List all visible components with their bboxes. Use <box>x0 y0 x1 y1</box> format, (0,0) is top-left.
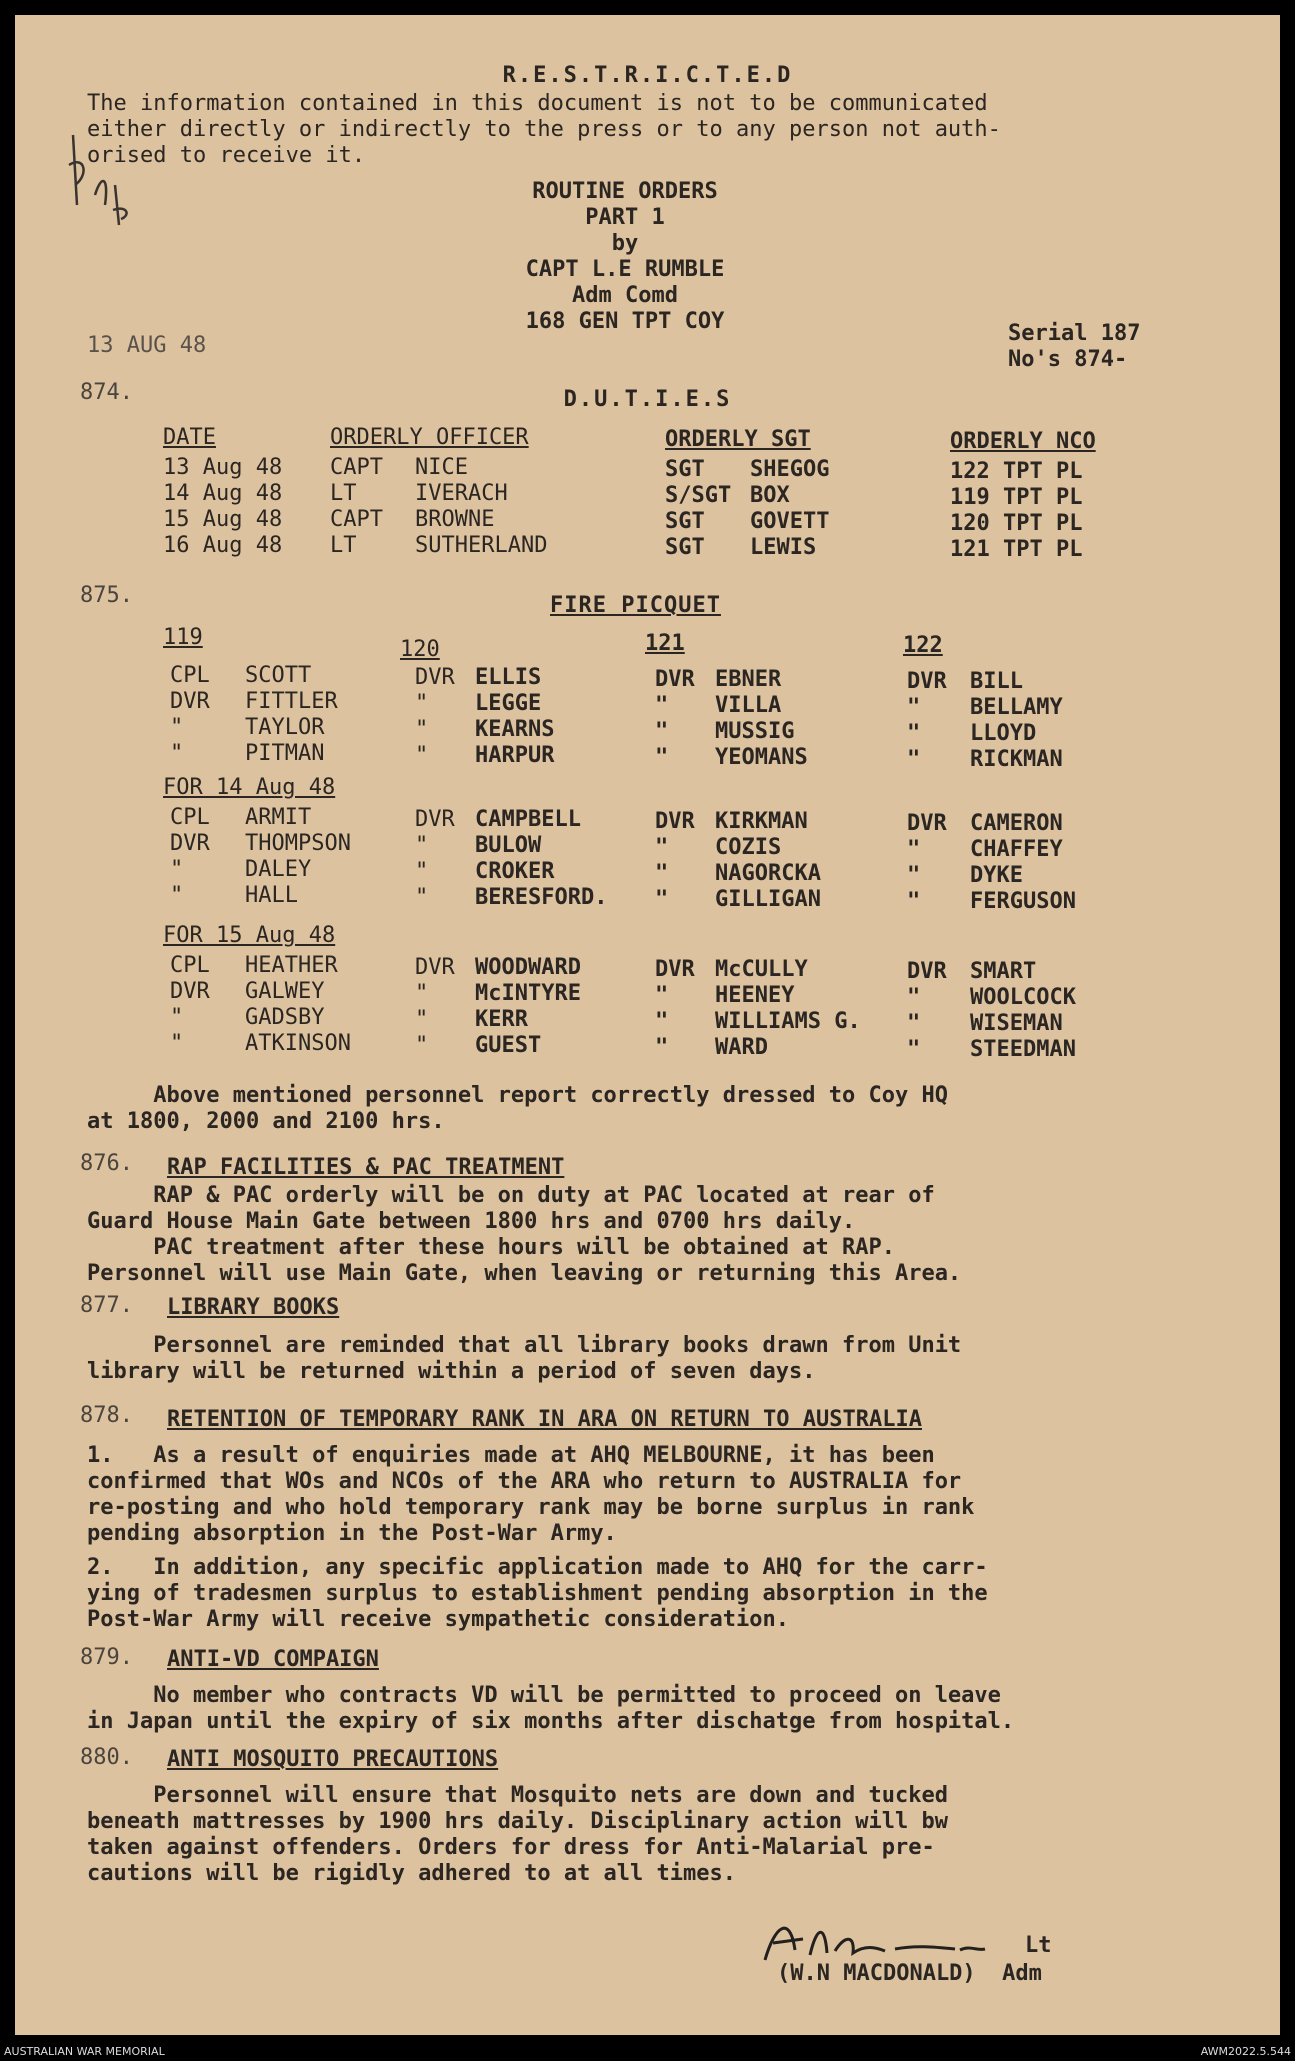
picquet-rank: " <box>415 717 429 742</box>
officer-name: BROWNE <box>415 507 495 532</box>
picquet-member: RICKMAN <box>970 747 1063 772</box>
picquet-rank: CPL <box>170 663 210 688</box>
picquet-rank: " <box>655 861 669 886</box>
picquet-member: KERR <box>475 1007 528 1032</box>
order-number-880: 880. <box>80 1745 133 1770</box>
picquet-member: CROKER <box>475 859 555 884</box>
order-876-heading: RAP FACILITIES & PAC TREATMENT <box>167 1155 565 1180</box>
picquet-member: BELLAMY <box>970 695 1063 720</box>
order-880-body: Personnel will ensure that Mosquito nets are down and tucked beneath mattresses by 1900 hrs daily. Disciplinary action will bw taken against offenders. Orders for dress for Anti-Malarial pre- cautions will be rigidly adhered to at all times. <box>87 1783 948 1886</box>
picquet-rank: " <box>170 883 184 908</box>
platoon-120: 120 <box>400 637 440 662</box>
picquet-member: KIRKMAN <box>715 809 808 834</box>
duties-col-officer: ORDERLY OFFICER <box>330 425 529 450</box>
duty-date: 13 Aug 48 <box>163 455 283 480</box>
order-date: 13 AUG 48 <box>87 333 207 358</box>
picquet-member: LEGGE <box>475 691 542 716</box>
duties-col-nco: ORDERLY NCO <box>950 429 1096 454</box>
nco-platoon: 121 TPT PL <box>950 537 1083 562</box>
picquet-member: STEEDMAN <box>970 1037 1076 1062</box>
order-880-heading: ANTI MOSQUITO PRECAUTIONS <box>167 1747 499 1772</box>
picquet-member: HEATHER <box>245 953 338 978</box>
nco-platoon: 122 TPT PL <box>950 459 1083 484</box>
picquet-member: FERGUSON <box>970 889 1076 914</box>
sgt-rank: S/SGT <box>665 483 732 508</box>
picquet-member: SCOTT <box>245 663 312 688</box>
order-number-876: 876. <box>80 1151 133 1176</box>
picquet-member: GALWEY <box>245 979 325 1004</box>
picquet-member: EBNER <box>715 667 782 692</box>
duty-date: 14 Aug 48 <box>163 481 283 506</box>
footer-accession: AWM2022.5.544 <box>1200 2045 1291 2058</box>
picquet-member: WOODWARD <box>475 955 581 980</box>
picquet-rank: " <box>170 741 184 766</box>
picquet-member: WILLIAMS G. <box>715 1009 861 1034</box>
picquet-rank: " <box>655 1035 669 1060</box>
nco-platoon: 120 TPT PL <box>950 511 1083 536</box>
sgt-rank: SGT <box>665 535 705 560</box>
picquet-rank: " <box>655 983 669 1008</box>
order-number-879: 879. <box>80 1645 133 1670</box>
picquet-rank: " <box>415 859 429 884</box>
duty-date: 15 Aug 48 <box>163 507 283 532</box>
serial-number: Serial 187 <box>1008 321 1141 346</box>
duty-date: 16 Aug 48 <box>163 533 283 558</box>
picquet-member: McINTYRE <box>475 981 581 1006</box>
picquet-member: SMART <box>970 959 1037 984</box>
officer-name: NICE <box>415 455 468 480</box>
picquet-rank: DVR <box>170 979 210 1004</box>
sgt-name: SHEGOG <box>750 457 830 482</box>
sgt-name: GOVETT <box>750 509 830 534</box>
picquet-rank: " <box>907 837 921 862</box>
order-number-875: 875. <box>80 583 133 608</box>
picquet-member: TAYLOR <box>245 715 325 740</box>
order-number-877: 877. <box>80 1293 133 1318</box>
fire-picquet-heading: FIRE PICQUET <box>550 593 721 618</box>
picquet-member: HARPUR <box>475 743 555 768</box>
order-878-para-1: 1. As a result of enquiries made at AHQ MELBOURNE, it has been confirmed that WOs and NCOs of the ARA who return to AUSTRALIA for re-posting and who hold temporary rank may be borne surplus in rank pending absorption in the Post-War Army. <box>87 1443 975 1546</box>
picquet-member: CAMERON <box>970 811 1063 836</box>
picquet-rank: " <box>170 857 184 882</box>
order-879-heading: ANTI-VD COMPAIGN <box>167 1647 379 1672</box>
picquet-rank: DVR <box>415 955 455 980</box>
duties-col-date: DATE <box>163 425 216 450</box>
officer-name: IVERACH <box>415 481 508 506</box>
picquet-member: NAGORCKA <box>715 861 821 886</box>
order-numbers: No's 874- <box>1008 347 1128 372</box>
picquet-rank: " <box>907 985 921 1010</box>
picquet-member: FITTLER <box>245 689 338 714</box>
picquet-member: WOOLCOCK <box>970 985 1076 1010</box>
picquet-member: THOMPSON <box>245 831 351 856</box>
officer-rank: CAPT <box>330 507 383 532</box>
document-page <box>15 15 1280 2035</box>
archive-footer <box>0 2041 1295 2061</box>
classification-heading: R.E.S.T.R.I.C.T.E.D <box>502 63 793 88</box>
duties-col-sgt: ORDERLY SGT <box>665 427 811 452</box>
duties-heading: D.U.T.I.E.S <box>563 387 732 412</box>
picquet-rank: " <box>655 719 669 744</box>
picquet-member: VILLA <box>715 693 782 718</box>
picquet-rank: " <box>170 715 184 740</box>
picquet-rank: " <box>655 887 669 912</box>
signatory-name: (W.N MACDONALD) Adm <box>777 1961 1042 1986</box>
picquet-rank: CPL <box>170 953 210 978</box>
picquet-rank: " <box>907 747 921 772</box>
picquet-member: BULOW <box>475 833 542 858</box>
picquet-rank: DVR <box>170 689 210 714</box>
picquet-member: WISEMAN <box>970 1011 1063 1036</box>
nco-platoon: 119 TPT PL <box>950 485 1083 510</box>
picquet-member: PITMAN <box>245 741 325 766</box>
picquet-member: ATKINSON <box>245 1031 351 1056</box>
picquet-rank: DVR <box>907 669 947 694</box>
picquet-member: HALL <box>245 883 298 908</box>
picquet-member: HEENEY <box>715 983 795 1008</box>
restriction-notice: The information contained in this document is not to be communicated either directly or indirectly to the press or to any person not auth- orised to receive it. <box>87 91 1001 168</box>
order-876-body: RAP & PAC orderly will be on duty at PAC located at rear of Guard House Main Gate between 1800 hrs and 0700 hrs daily. PAC treatment after these hours will be obtained at RAP. Personnel will use Main Gate, when leaving or returning this Area. <box>87 1183 962 1286</box>
platoon-121: 121 <box>645 631 685 656</box>
picquet-rank: " <box>415 691 429 716</box>
order-878-para-2: 2. In addition, any specific application made to AHQ for the carr- ying of tradesmen surplus to establishment pending absorption in the Post-War Army will receive sympathetic consideration. <box>87 1555 988 1632</box>
picquet-member: LLOYD <box>970 721 1037 746</box>
sgt-name: BOX <box>750 483 790 508</box>
picquet-rank: " <box>170 1031 184 1056</box>
picquet-rank: DVR <box>415 807 455 832</box>
picquet-member: McCULLY <box>715 957 808 982</box>
picquet-member: BERESFORD. <box>475 885 608 910</box>
picquet-rank: DVR <box>907 811 947 836</box>
picquet-rank: " <box>415 1007 429 1032</box>
order-number-878: 878. <box>80 1403 133 1428</box>
picquet-rank: " <box>415 885 429 910</box>
picquet-member: DYKE <box>970 863 1023 888</box>
picquet-rank: " <box>655 1009 669 1034</box>
platoon-122: 122 <box>903 633 943 658</box>
picquet-member: CAMPBELL <box>475 807 581 832</box>
sgt-rank: SGT <box>665 457 705 482</box>
platoon-119: 119 <box>163 625 203 650</box>
block-3-label: FOR 15 Aug 48 <box>163 923 336 948</box>
picquet-rank: " <box>415 743 429 768</box>
order-878-heading: RETENTION OF TEMPORARY RANK IN ARA ON RETURN TO AUSTRALIA <box>167 1407 922 1432</box>
officer-rank: LT <box>330 481 357 506</box>
order-877-body: Personnel are reminded that all library books drawn from Unit library will be returned within a period of seven days. <box>87 1333 962 1384</box>
picquet-member: KEARNS <box>475 717 555 742</box>
picquet-rank: DVR <box>415 665 455 690</box>
officer-rank: LT <box>330 533 357 558</box>
picquet-member: GILLIGAN <box>715 887 821 912</box>
picquet-rank: " <box>415 1033 429 1058</box>
order-879-body: No member who contracts VD will be permitted to proceed on leave in Japan until the expiry of six months after dischatge from hospital. <box>87 1683 1015 1734</box>
picquet-rank: " <box>907 1037 921 1062</box>
picquet-rank: " <box>415 833 429 858</box>
sgt-name: LEWIS <box>750 535 817 560</box>
picquet-rank: " <box>907 695 921 720</box>
picquet-member: GUEST <box>475 1033 542 1058</box>
handwritten-mark-icon <box>55 115 145 235</box>
picquet-rank: DVR <box>655 667 695 692</box>
picquet-rank: " <box>655 745 669 770</box>
picquet-rank: DVR <box>655 957 695 982</box>
picquet-rank: " <box>907 721 921 746</box>
officer-name: SUTHERLAND <box>415 533 548 558</box>
order-877-heading: LIBRARY BOOKS <box>167 1295 340 1320</box>
picquet-member: DALEY <box>245 857 312 882</box>
picquet-rank: DVR <box>170 831 210 856</box>
picquet-member: ELLIS <box>475 665 542 690</box>
picquet-rank: CPL <box>170 805 210 830</box>
picquet-member: COZIS <box>715 835 782 860</box>
order-number-874: 874. <box>80 380 133 405</box>
picquet-member: ARMIT <box>245 805 312 830</box>
picquet-rank: " <box>907 889 921 914</box>
sgt-rank: SGT <box>665 509 705 534</box>
picquet-rank: " <box>655 693 669 718</box>
picquet-member: GADSBY <box>245 1005 325 1030</box>
officer-rank: CAPT <box>330 455 383 480</box>
picquet-member: BILL <box>970 669 1023 694</box>
picquet-rank: " <box>655 835 669 860</box>
picquet-rank: DVR <box>907 959 947 984</box>
signatory-rank: Lt <box>1025 1933 1052 1958</box>
picquet-rank: " <box>907 1011 921 1036</box>
picquet-member: YEOMANS <box>715 745 808 770</box>
picquet-member: WARD <box>715 1035 768 1060</box>
picquet-member: MUSSIG <box>715 719 795 744</box>
picquet-rank: " <box>415 981 429 1006</box>
routine-orders-title: ROUTINE ORDERS PART 1 by CAPT L.E RUMBLE Adm Comd 168 GEN TPT COY <box>525 179 725 334</box>
picquet-rank: DVR <box>655 809 695 834</box>
picquet-rank: " <box>907 863 921 888</box>
block-2-label: FOR 14 Aug 48 <box>163 775 336 800</box>
fire-picquet-note: Above mentioned personnel report correctly dressed to Coy HQ at 1800, 2000 and 2100 hrs. <box>87 1083 948 1134</box>
picquet-member: CHAFFEY <box>970 837 1063 862</box>
footer-institution: AUSTRALIAN WAR MEMORIAL <box>4 2045 165 2058</box>
picquet-rank: " <box>170 1005 184 1030</box>
